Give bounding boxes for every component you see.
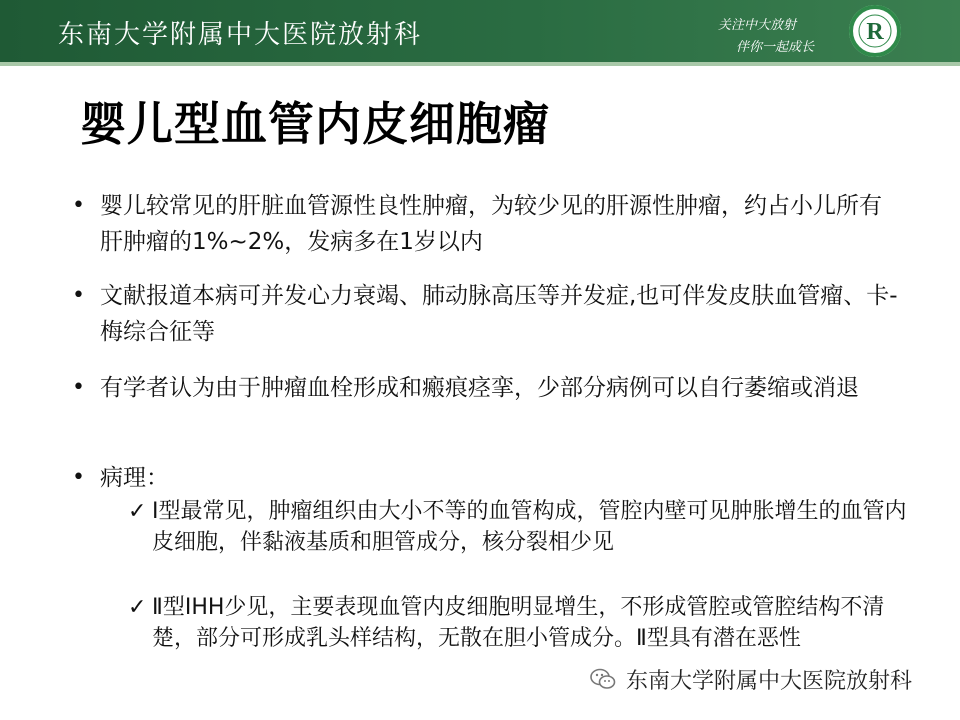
header-stripe [0,62,960,66]
sub-item-text: Ⅰ型最常见，肿瘤组织由大小不等的血管构成，管腔内壁可见肿胀增生的血管内皮细胞，伴黏液基质和胆管成分，核分裂相少见 [152,499,907,555]
bullet-dot: • [72,465,85,490]
bullet-item [72,370,859,406]
sub-item [128,592,912,654]
watermark-text: 东南大学附属中大医院放射科 [626,668,913,694]
check-icon: ✓ [128,595,147,620]
bullet-item [72,188,902,260]
slogan-line-1: 关注中大放射 [718,18,797,33]
check-icon: ✓ [128,499,147,524]
bullet-item [72,460,169,496]
sub-item [128,496,912,558]
bullet-text: 婴儿较常见的肝脏血管源性良性肿瘤，为较少见的肝源性肿瘤，约占小儿所有肝肿瘤的1%~2%，发病多在1岁以内 [100,193,882,255]
slide-title: 婴儿型血管内皮细胞瘤 [80,97,550,151]
watermark [588,662,912,696]
header-bar [0,0,960,62]
bullet-text: 病理： [100,465,169,491]
org-name: 东南大学附属中大医院放射科 [58,20,423,50]
wechat-icon [588,664,618,694]
sub-item-text: Ⅱ型IHH少见，主要表现血管内皮细胞明显增生，不形成管腔或管腔结构不清楚，部分可形成乳头样结构，无散在胆小管成分。Ⅱ型具有潜在恶性 [152,595,885,651]
bullet-text: 有学者认为由于肿瘤血栓形成和瘢痕痉挛，少部分病例可以自行萎缩或消退 [100,375,859,401]
bullet-dot: • [72,283,85,308]
hospital-logo-icon [848,4,902,58]
slogan-line-2: 伴你一起成长 [736,40,815,55]
bullet-item [72,278,902,350]
logo-letter: R [866,19,884,45]
bullet-dot: • [72,375,85,400]
bullet-text: 文献报道本病可并发心力衰竭、肺动脉高压等并发症,也可伴发皮肤血管瘤、卡-梅综合征等 [100,283,898,345]
bullet-dot: • [72,193,85,218]
